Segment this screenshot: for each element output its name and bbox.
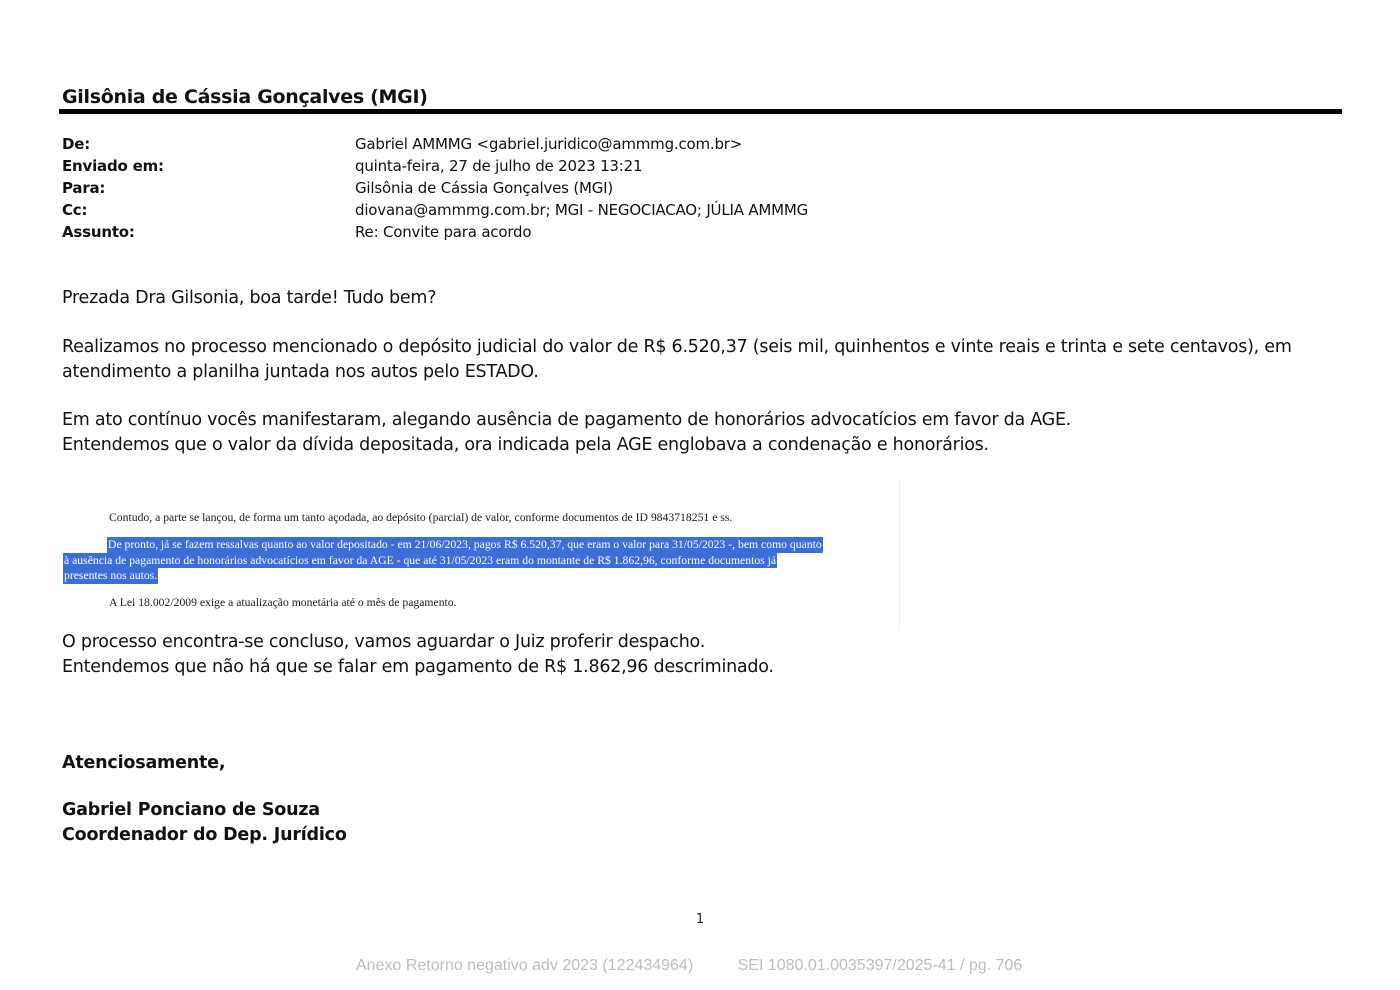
body-paragraph-concluso <box>62 630 1312 679</box>
body-line: atendimento a planilha juntada nos autos pelo ESTADO. <box>62 361 539 382</box>
body-line: Realizamos no processo mencionado o depósito judicial do valor de R$ 6.520,37 (seis mil, quinhentos e vinte reais e trinta e sete centavos), em <box>62 337 1292 357</box>
page-footer <box>356 957 1022 975</box>
embedded-document-excerpt <box>62 480 900 630</box>
signature-name: Gabriel Ponciano de Souza <box>62 800 320 820</box>
footer-sei-reference: SEI 1080.01.0035397/2025-41 / pg. 706 <box>737 957 1023 974</box>
footer-annex: Anexo Retorno negativo adv 2023 (122434964) <box>356 957 694 974</box>
excerpt-line: A Lei 18.002/2009 exige a atualização monetária até o mês de pagamento. <box>109 596 457 609</box>
body-paragraph-age <box>62 408 1312 457</box>
header-value-recipient: Gilsônia de Cássia Gonçalves (MGI) <box>355 179 614 197</box>
body-greeting: Prezada Dra Gilsonia, boa tarde! Tudo bem? <box>62 288 437 308</box>
header-value-subject: Re: Convite para acordo <box>355 223 532 241</box>
excerpt-highlighted-passage <box>62 537 897 584</box>
body-line: Entendemos que não há que se falar em pagamento de R$ 1.862,96 descriminado. <box>62 656 774 677</box>
body-line: Em ato contínuo vocês manifestaram, alegando ausência de pagamento de honorários advocatícios em favor da AGE. <box>62 410 1072 430</box>
header-value-sender: Gabriel AMMMG <gabriel.juridico@ammmg.com.br> <box>355 135 743 153</box>
excerpt-line: Contudo, a parte se lançou, de forma um tanto açodada, ao depósito (parcial) de valor, conforme documentos de ID 9843718251 e ss. <box>109 511 733 524</box>
excerpt-highlight-line: à ausência de pagamento de honorários advocatícios em favor da AGE - que até 31/05/2023 eram do montante de R$ 1.862,96, conforme documentos já <box>64 553 777 567</box>
excerpt-highlight-line: De pronto, já se fazem ressalvas quanto ao valor depositado - em 21/06/2023, pagos R$ 6.520,37, que eram o valor para 31/05/2023 -, bem como quanto <box>108 538 822 551</box>
excerpt-highlight-line: presentes nos autos. <box>64 569 158 582</box>
header-label: Cc: <box>62 201 88 219</box>
header-label: Assunto: <box>62 223 135 241</box>
signature-closing: Atenciosamente, <box>62 753 226 773</box>
header-label: Para: <box>62 179 106 197</box>
header-label: De: <box>62 135 91 153</box>
signature-title: Coordenador do Dep. Jurídico <box>62 824 347 845</box>
page-number: 1 <box>695 912 705 927</box>
mailbox-owner-title: Gilsônia de Cássia Gonçalves (MGI) <box>62 86 428 108</box>
header-value-date: quinta-feira, 27 de julho de 2023 13:21 <box>355 157 643 175</box>
body-paragraph-deposit <box>62 335 1312 384</box>
signature-block <box>62 798 347 847</box>
header-label: Enviado em: <box>62 157 164 175</box>
body-line: O processo encontra-se concluso, vamos aguardar o Juiz proferir despacho. <box>62 632 706 652</box>
header-value-cc: diovana@ammmg.com.br; MGI - NEGOCIACAO; JÚLIA AMMMG <box>355 201 809 219</box>
body-line: Entendemos que o valor da dívida depositada, ora indicada pela AGE englobava a condenação e honorários. <box>62 434 989 455</box>
header-divider <box>59 109 1342 114</box>
